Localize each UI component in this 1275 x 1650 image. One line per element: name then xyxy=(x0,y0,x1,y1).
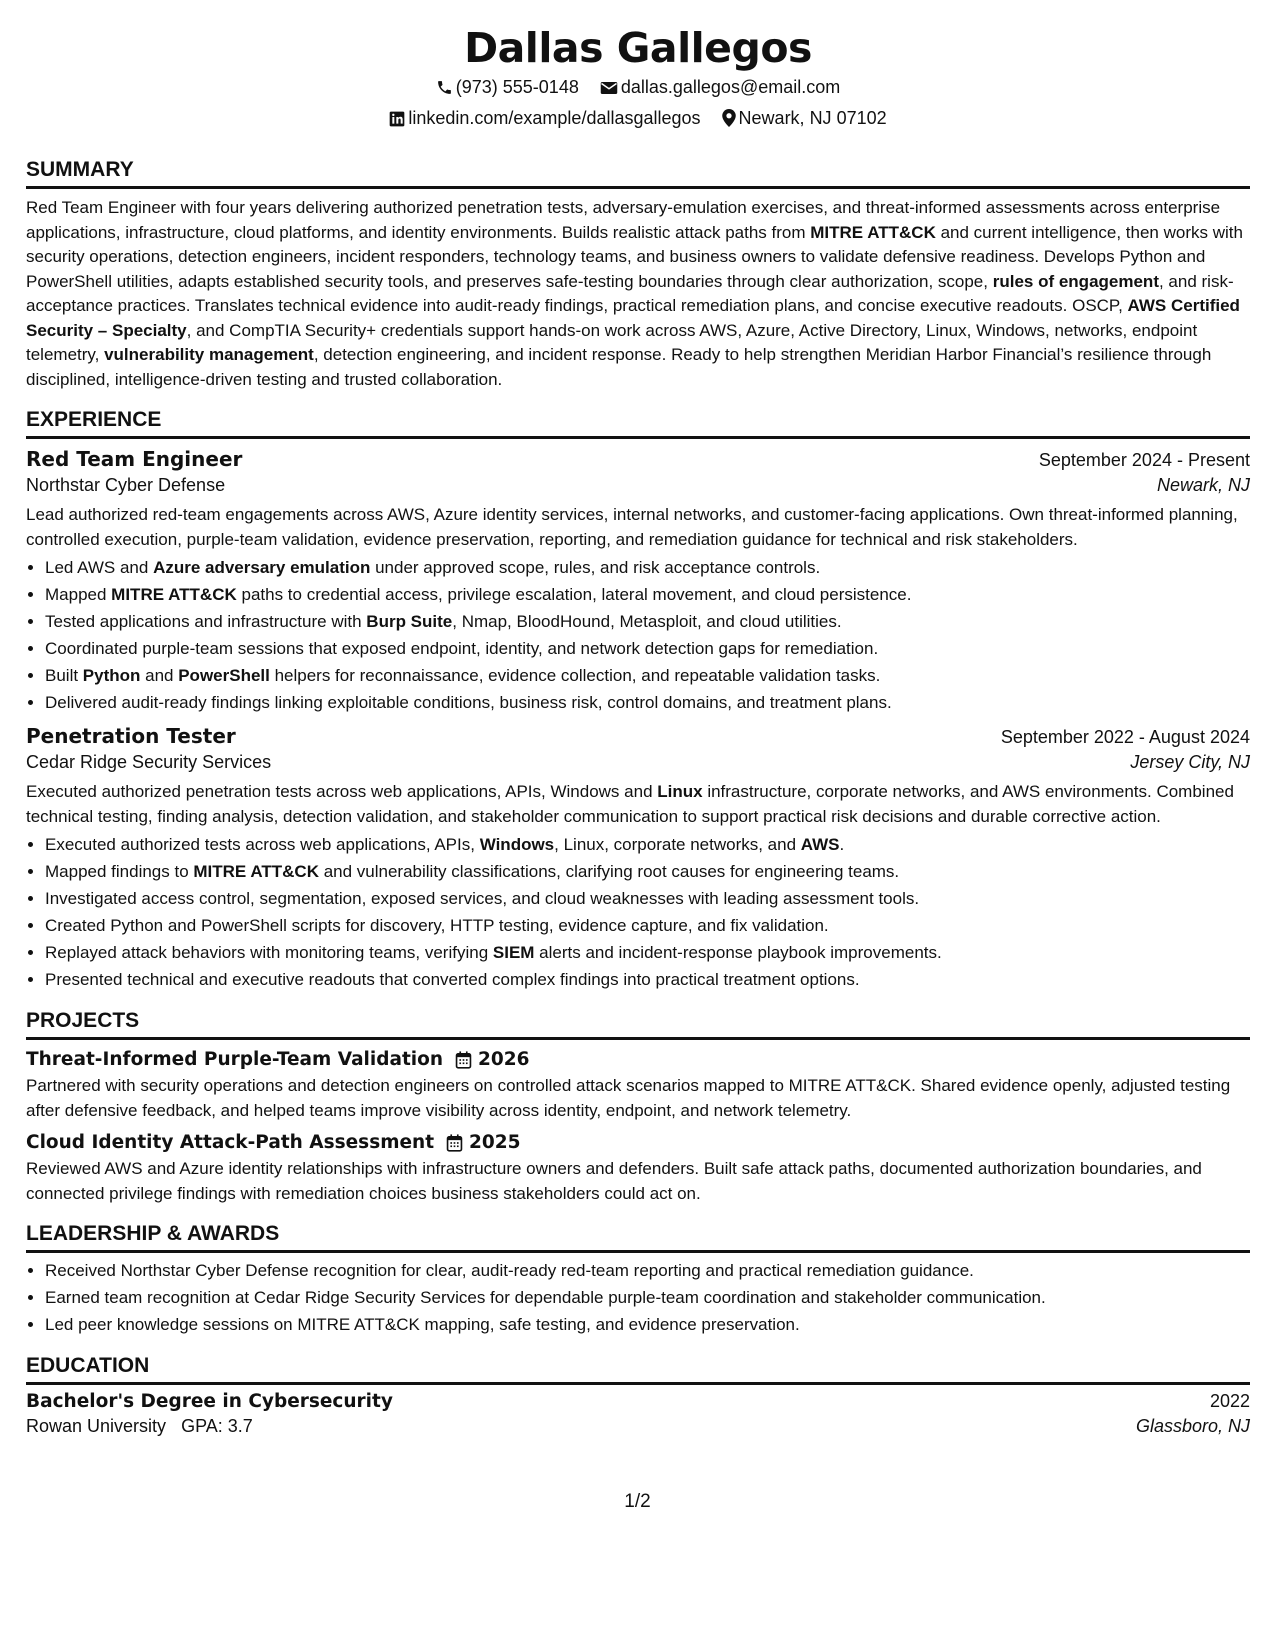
school-name: Rowan University xyxy=(26,1416,167,1436)
envelope-icon xyxy=(600,80,618,96)
summary-keyword: vulnerability management xyxy=(104,345,314,364)
project-description: Reviewed AWS and Azure identity relationships with infrastructure owners and defenders. Built safe attack paths, documented authorization boundaries, and connected privilege findings with remediation choices business stakeholders could act on. xyxy=(26,1159,1202,1203)
bullet-item: • Coordinated purple-team sessions that exposed endpoint, identity, and network detection gaps for remediation. xyxy=(45,635,1250,662)
degree-title: Bachelor's Degree in Cybersecurity xyxy=(26,1391,393,1412)
project-title: Threat-Informed Purple-Team Validation xyxy=(26,1049,444,1070)
award-item: • Earned team recognition at Cedar Ridge Security Services for dependable purple-team coordination and stakeholder communication. xyxy=(45,1284,1250,1311)
graduation-year: 2022 xyxy=(1209,1391,1250,1411)
bullet-item: • Led AWS and Azure adversary emulation under approved scope, rules, and risk acceptance controls. xyxy=(45,554,1250,581)
job-location: Newark, NJ xyxy=(1156,475,1250,495)
bullet-item: • Replayed attack behaviors with monitoring teams, verifying SIEM alerts and incident-response playbook improvements. xyxy=(45,939,1250,966)
projects-heading: PROJECTS xyxy=(26,1009,1250,1040)
leadership-heading: LEADERSHIP & AWARDS xyxy=(26,1222,1250,1253)
linkedin-link[interactable]: linkedin.com/example/dallasgallegos xyxy=(408,108,701,128)
award-item: • Received Northstar Cyber Defense recognition for clear, audit-ready red-team reporting and practical remediation guidance. xyxy=(45,1257,1250,1284)
phone-text: (973) 555-0148 xyxy=(455,77,579,97)
linkedin-item xyxy=(389,108,705,128)
job-title: Red Team Engineer xyxy=(26,447,243,471)
bullet-item: • Delivered audit-ready findings linking exploitable conditions, business risk, control domains, and treatment plans. xyxy=(45,689,1250,716)
candidate-name: Dallas Gallegos xyxy=(464,24,812,72)
project-year: 2026 xyxy=(478,1049,530,1070)
location-text: Newark, NJ 07102 xyxy=(738,108,887,128)
experience-heading: EXPERIENCE xyxy=(26,408,1250,439)
email-link[interactable]: dallas.gallegos@email.com xyxy=(620,77,841,97)
map-pin-icon xyxy=(722,109,736,127)
job-description: Lead authorized red-team engagements across AWS, Azure identity services, internal networks, and customer-facing applications. Own threat-informed planning, controlled execution, purple-team validation, evidence preservation, reporting, and remediation guidance for technical and risk stakeholders. xyxy=(26,505,1238,549)
education-heading: EDUCATION xyxy=(26,1354,1250,1385)
summary-heading: SUMMARY xyxy=(26,158,1250,189)
calendar-icon xyxy=(446,1134,463,1152)
calendar-icon xyxy=(455,1051,472,1069)
location-item xyxy=(722,108,887,128)
bullet-item: • Mapped findings to MITRE ATT&CK and vulnerability classifications, clarifying root causes for engineering teams. xyxy=(45,858,1250,885)
job-bullets xyxy=(26,831,1250,993)
job-title: Penetration Tester xyxy=(26,724,236,748)
summary-part: and current intelligence, then works with security operations, detection engineers, incident responders, technology teams, and business owners to validate defensive readiness. Develops Python and PowerShell utilities, adapts established security tools, and preserves safe-testing boundaries through clear authorization, scope, xyxy=(26,222,1243,291)
award-item: • Led peer knowledge sessions on MITRE ATT&CK mapping, safe testing, and evidence preservation. xyxy=(45,1311,1250,1338)
project-year: 2025 xyxy=(469,1132,521,1153)
bullet-item: • Presented technical and executive readouts that converted complex findings into practical treatment options. xyxy=(45,966,1250,993)
bullet-item: • Tested applications and infrastructure with Burp Suite, Nmap, BloodHound, Metasploit, and cloud utilities. xyxy=(45,608,1250,635)
summary-keyword: AWS Certified Security – Specialty xyxy=(26,296,1240,340)
bullet-item: • Created Python and PowerShell scripts for discovery, HTTP testing, evidence capture, and fix validation. xyxy=(45,912,1250,939)
email-item xyxy=(600,77,840,97)
gpa: GPA: 3.7 xyxy=(181,1416,253,1436)
resume-page xyxy=(26,0,1250,1437)
job-entry xyxy=(26,724,1250,993)
job-location: Jersey City, NJ xyxy=(1130,752,1250,772)
company-name: Northstar Cyber Defense xyxy=(26,475,226,495)
school-line xyxy=(26,1416,253,1437)
linkedin-icon xyxy=(389,111,405,127)
summary-part: , and risk-acceptance practices. Translates technical evidence into audit-ready findings, practical remediation plans, and concise executive readouts. OSCP, xyxy=(26,271,1234,315)
phone-icon xyxy=(436,79,453,96)
contact-line-2 xyxy=(26,103,1250,134)
bullet-item: • Built Python and PowerShell helpers for reconnaissance, evidence collection, and repeatable validation tasks. xyxy=(45,662,1250,689)
job-description: Executed authorized penetration tests across web applications, APIs, Windows and Linux infrastructure, corporate networks, and AWS environments. Combined technical testing, finding analysis, detection validation, and stakeholder communication to support practical risk decisions and durable corrective action. xyxy=(26,782,1234,826)
job-dates: September 2022 - August 2024 xyxy=(1000,727,1250,747)
summary-part: , and CompTIA Security+ credentials support hands-on work across AWS, Azure, Active Directory, Linux, Windows, networks, endpoint telemetry, xyxy=(26,320,1198,364)
summary-part: , detection engineering, and incident response. Ready to help strengthen Meridian Harbor Financial’s resilience through disciplined, intelligence-driven testing and trusted collaboration. xyxy=(26,345,1212,389)
bullet-item: • Executed authorized tests across web applications, APIs, Windows, Linux, corporate networks, and AWS. xyxy=(45,831,1250,858)
page-number: 1/2 xyxy=(624,1491,651,1512)
project-title-row xyxy=(26,1132,1250,1153)
phone-item xyxy=(436,77,584,97)
leadership-list xyxy=(26,1257,1250,1338)
project-title: Cloud Identity Attack-Path Assessment xyxy=(26,1132,435,1153)
summary-keyword: rules of engagement xyxy=(992,271,1159,291)
company-name: Cedar Ridge Security Services xyxy=(26,752,272,772)
job-bullets xyxy=(26,554,1250,716)
school-location: Glassboro, NJ xyxy=(1135,1416,1250,1436)
bullet-item: • Investigated access control, segmentation, exposed services, and cloud weaknesses with leading assessment tools. xyxy=(45,885,1250,912)
project-description: Partnered with security operations and detection engineers on controlled attack scenarios mapped to MITRE ATT&CK. Shared evidence openly, adjusted testing after defensive feedback, and helped teams improve visibility across identity, endpoint, and network telemetry. xyxy=(26,1076,1231,1120)
bullet-item: • Mapped MITRE ATT&CK paths to credential access, privilege escalation, lateral movement, and cloud persistence. xyxy=(45,581,1250,608)
summary-text xyxy=(26,196,1250,392)
job-dates: September 2024 - Present xyxy=(1038,450,1250,470)
summary-keyword: MITRE ATT&CK xyxy=(810,222,936,242)
summary-part: Red Team Engineer with four years delivering authorized penetration tests, adversary-emulation exercises, and threat-informed assessments across enterprise applications, infrastructure, cloud platforms, and identity environments. Builds realistic attack paths from xyxy=(26,198,1221,242)
contact-line-1 xyxy=(26,72,1250,103)
project-title-row xyxy=(26,1049,1250,1070)
job-entry xyxy=(26,447,1250,716)
